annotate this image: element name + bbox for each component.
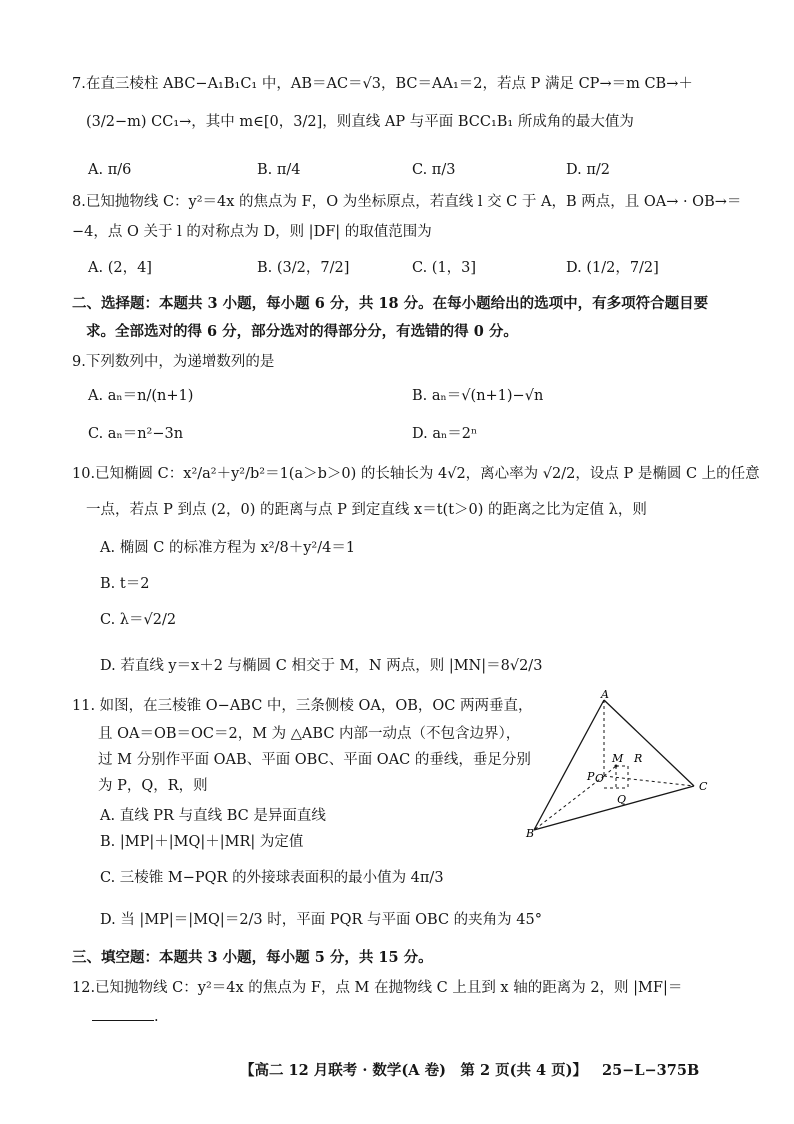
q11-option-d: D. 当 |MP|＝|MQ|＝2/3 时，平面 PQR 与平面 OBC 的夹角为 45° bbox=[100, 912, 542, 928]
q7-option-d: D. π/2 bbox=[566, 162, 610, 178]
q9-option-c: C. aₙ＝n²−3n bbox=[88, 426, 184, 442]
q11-line2: 且 OA＝OB＝OC＝2，M 为 △ABC 内部一动点（不包含边界）， bbox=[98, 726, 521, 742]
q7-option-a: A. π/6 bbox=[88, 162, 132, 178]
q10-option-a: A. 椭圆 C 的标准方程为 x²/8＋y²/4＝1 bbox=[100, 540, 356, 556]
q11-option-c: C. 三棱锥 M−PQR 的外接球表面积的最小值为 4π/3 bbox=[100, 870, 444, 886]
q9-option-a: A. aₙ＝n/(n+1) bbox=[88, 388, 194, 404]
q12-period: . bbox=[154, 1009, 159, 1025]
section3-heading: 三、填空题：本题共 3 小题，每小题 5 分，共 15 分。 bbox=[72, 949, 433, 966]
label-p: P bbox=[587, 770, 595, 783]
q10-line2: 一点，若点 P 到点 (2，0) 的距离与点 P 到定直线 x＝t(t＞0) 的距离之比为定值 λ，则 bbox=[86, 502, 647, 518]
q11-line1: 11. 如图，在三棱锥 O−ABC 中，三条侧棱 OA，OB，OC 两两垂直， bbox=[72, 698, 533, 714]
q8-option-b: B. (3/2，7/2] bbox=[257, 260, 350, 276]
label-c: C bbox=[699, 780, 708, 793]
q9-option-d: D. aₙ＝2ⁿ bbox=[412, 426, 478, 442]
edge-ob bbox=[534, 776, 604, 830]
q8-option-d: D. (1/2，7/2] bbox=[566, 260, 659, 276]
q7-line2: (3/2−m) CC₁→，其中 m∈[0，3/2]，则直线 AP 与平面 BCC₁B₁ 所成角的最大值为 bbox=[86, 114, 634, 130]
segment-o-m bbox=[604, 766, 616, 776]
label-q: Q bbox=[617, 793, 627, 806]
edge-ac bbox=[604, 700, 694, 786]
tetrahedron-figure bbox=[524, 688, 724, 838]
q10-option-b: B. t＝2 bbox=[100, 576, 150, 592]
label-o: O bbox=[595, 772, 605, 785]
footer-code: 25−L−375B bbox=[602, 1062, 700, 1079]
q8-line2: −4，点 O 关于 l 的对称点为 D，则 |DF| 的取值范围为 bbox=[72, 224, 432, 240]
q11-option-a: A. 直线 PR 与直线 BC 是异面直线 bbox=[100, 808, 326, 824]
q8-line1: 8.已知抛物线 C：y²＝4x 的焦点为 F，O 为坐标原点，若直线 l 交 C 于 A，B 两点，且 OA→ · OB→＝ bbox=[72, 194, 742, 210]
q8-option-c: C. (1，3] bbox=[412, 260, 477, 276]
q10-option-d: D. 若直线 y＝x＋2 与椭圆 C 相交于 M，N 两点，则 |MN|＝8√2/3 bbox=[100, 658, 543, 674]
answer-blank[interactable] bbox=[92, 1006, 154, 1021]
section2-heading-line2: 求。全部选对的得 6 分，部分选对的得部分分，有选错的得 0 分。 bbox=[86, 323, 518, 340]
edge-ab bbox=[534, 700, 604, 830]
q10-line1: 10.已知椭圆 C：x²/a²＋y²/b²＝1(a＞b＞0) 的长轴长为 4√2，离心率为 √2/2，设点 P 是椭圆 C 上的任意 bbox=[72, 466, 760, 482]
q7-option-b: B. π/4 bbox=[257, 162, 301, 178]
footer-page-info: 【高二 12 月联考 · 数学(A 卷) 第 2 页(共 4 页)】 bbox=[240, 1062, 588, 1079]
edge-oc bbox=[604, 776, 694, 786]
label-m: M bbox=[612, 752, 624, 765]
q8-option-a: A. (2，4] bbox=[88, 260, 152, 276]
label-a: A bbox=[601, 688, 609, 701]
q10-option-c: C. λ＝√2/2 bbox=[100, 612, 177, 628]
q11-line3: 过 M 分别作平面 OAB、平面 OBC、平面 OAC 的垂线，垂足分别 bbox=[98, 752, 531, 768]
label-b: B bbox=[526, 827, 535, 838]
q7-option-c: C. π/3 bbox=[412, 162, 456, 178]
q11-option-b: B. |MP|＋|MQ|＋|MR| 为定值 bbox=[100, 834, 304, 850]
q9-stem: 9.下列数列中，为递增数列的是 bbox=[72, 354, 275, 370]
section2-heading-line1: 二、选择题：本题共 3 小题，每小题 6 分，共 18 分。在每小题给出的选项中，有多项符合题目要 bbox=[72, 295, 709, 312]
edge-bc bbox=[534, 786, 694, 830]
q12-line1: 12.已知抛物线 C：y²＝4x 的焦点为 F，点 M 在抛物线 C 上且到 x 轴的距离为 2，则 |MF|＝ bbox=[72, 980, 683, 996]
label-r: R bbox=[634, 752, 643, 765]
q11-line4: 为 P，Q，R，则 bbox=[98, 778, 208, 794]
q9-option-b: B. aₙ＝√(n+1)−√n bbox=[412, 388, 544, 404]
q12-answer-line bbox=[92, 1006, 159, 1027]
q7-line1: 7.在直三棱柱 ABC−A₁B₁C₁ 中，AB＝AC＝√3，BC＝AA₁＝2，若点 P 满足 CP→＝m CB→＋ bbox=[72, 76, 693, 92]
